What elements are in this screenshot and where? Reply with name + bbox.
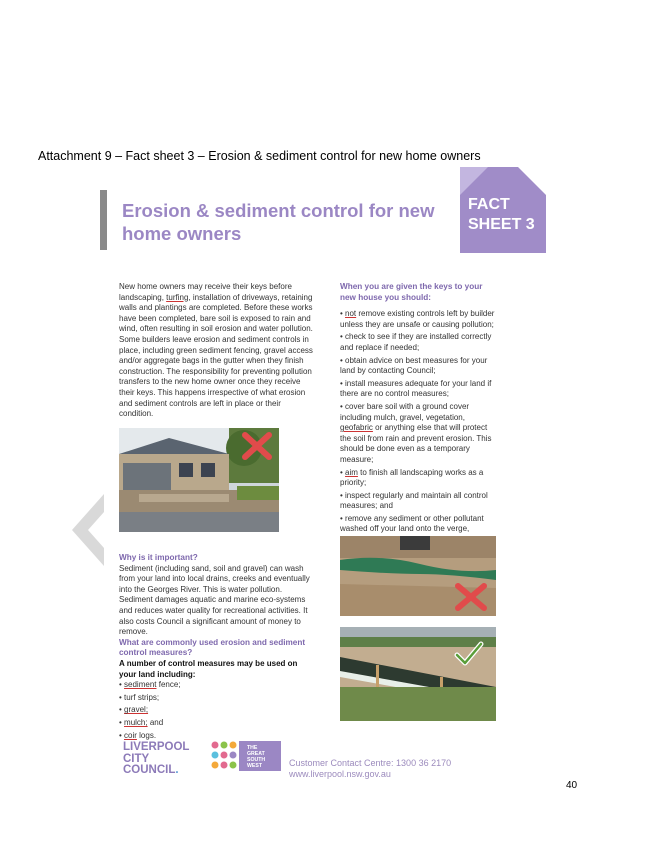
- list-item: • cover bare soil with a ground cover including mulch, gravel, vegetation, geofabric or anything else that will protect the soil from rain and prevent erosion. This should be done even as a temporary measure;: [340, 401, 492, 464]
- measure-link: gravel;: [124, 705, 149, 715]
- liverpool-council-logo: LIVERPOOL CITY COUNCIL.: [123, 741, 190, 776]
- measures-heading: What are commonly used erosion and sediment control measures?: [119, 637, 306, 658]
- list-item: • inspect regularly and maintain all control measures; and: [340, 490, 488, 511]
- measure-link: coir: [124, 730, 137, 740]
- intro-turfing: turfing: [166, 292, 189, 302]
- list-item: • turf strips;: [119, 692, 160, 702]
- measure-text: and: [147, 717, 164, 727]
- tgsw-line-4: WEST: [247, 763, 262, 769]
- tgsw-line-1: THE: [247, 745, 258, 751]
- action-text: install measures adequate for your land if there are no control measures;: [340, 378, 492, 399]
- council-website-link[interactable]: www.liverpool.nsw.gov.au: [289, 769, 391, 779]
- builders-paragraph: Some builders leave erosion and sediment controls in place, including green sediment fencing, gravel access and/or aggregate bags in the gutter when they finish construction. The responsibility for preventing pollution transfers to the new home owner once they receive their keys. This happens irrespective of what erosion and sediment controls are left in place or their condition.: [119, 334, 313, 419]
- title-line-2: home owners: [122, 223, 242, 244]
- contact-centre: [289, 758, 451, 769]
- action-text: or anything else that will protect the soil from rain and prevent erosion. This should be done even as a temporary measure;: [340, 423, 492, 464]
- action-text: remove existing controls left by builder unless they are unsafe or causing pollution;: [340, 309, 495, 329]
- fact-sheet-badge-text: [468, 195, 548, 235]
- tgsw-line-3: SOUTH: [247, 757, 266, 763]
- action-link: not: [345, 309, 357, 319]
- measures-intro: A number of control measures may be used on your land including:: [119, 658, 298, 679]
- list-item: • sediment fence;: [119, 680, 181, 690]
- great-south-west-label: [247, 745, 279, 769]
- action-text: to finish all landscaping works as a priority;: [340, 467, 484, 488]
- action-text: obtain advice on best measures for your land by contacting Council;: [340, 355, 488, 376]
- attachment-title: Attachment 9 – Fact sheet 3 – Erosion & sediment control for new home owners: [38, 149, 481, 163]
- action-link: aim: [345, 467, 358, 477]
- list-item: • not remove existing controls left by builder unless they are unsafe or causing pollution;: [340, 309, 495, 329]
- action-text: cover bare soil with a ground cover including mulch, gravel, vegetation,: [340, 401, 470, 422]
- chevron-left-icon[interactable]: [72, 494, 104, 566]
- page-number: 40: [566, 780, 578, 791]
- badge-line-1: FACT: [468, 196, 510, 213]
- left-column-lower: [119, 553, 315, 743]
- action-link: geofabric: [340, 423, 373, 433]
- green-check-icon: [454, 641, 484, 667]
- intro-text-b: , installation of driveways, retaining walls and plantings are completed. Before these works have been completed, bare soil is exposed to rain and wind, often resulting in soil erosion and water pollution.: [119, 292, 313, 334]
- list-item: • mulch; and: [119, 717, 164, 727]
- measures-list: [119, 680, 315, 741]
- list-item: • gravel;: [119, 705, 149, 715]
- right-column: [340, 282, 500, 558]
- measure-text: logs.: [136, 730, 157, 740]
- action-text: remove any sediment or other pollutant washed off your land onto the verge,: [340, 513, 484, 534]
- keys-heading: When you are given the keys to your new house you should:: [340, 282, 483, 302]
- logo-line-3: COUNCIL: [123, 764, 176, 776]
- measure-text: turf strips;: [124, 692, 160, 702]
- list-item: • obtain advice on best measures for your land by contacting Council;: [340, 355, 488, 376]
- logo-line-1: LIVERPOOL: [123, 741, 190, 753]
- title-line-1: Erosion & sediment control for new: [122, 200, 435, 221]
- measure-link: mulch;: [124, 717, 148, 727]
- tgsw-line-2: GREAT: [247, 751, 265, 757]
- why-heading: Why is it important?: [119, 553, 198, 562]
- left-column: [119, 282, 315, 420]
- contact-label: Customer Contact Centre:: [289, 758, 394, 768]
- list-item: • install measures adequate for your land if there are no control measures;: [340, 378, 492, 399]
- intro-paragraph: [119, 282, 315, 335]
- logo-line-2: CITY: [123, 752, 150, 765]
- badge-line-2: SHEET 3: [468, 216, 535, 233]
- fact-sheet-title: [122, 199, 462, 245]
- contact-phone[interactable]: 1300 36 2170: [393, 758, 452, 768]
- list-item: • coir logs.: [119, 730, 157, 740]
- action-text: check to see if they are installed correctly and replace if needed;: [340, 332, 492, 352]
- intro-text-a: New home owners may receive their keys before landscaping,: [119, 282, 292, 302]
- measure-link: sediment: [124, 680, 157, 690]
- actions-list: [340, 309, 500, 556]
- list-item: • check to see if they are installed correctly and replace if needed;: [340, 332, 492, 352]
- action-text: inspect regularly and maintain all control measures; and: [340, 490, 488, 511]
- red-cross-icon: [241, 431, 273, 461]
- list-item: • aim to finish all landscaping works as a priority;: [340, 467, 484, 488]
- measure-text: fence;: [156, 680, 181, 690]
- list-item: • remove any sediment or other pollutant washed off your land onto the verge,: [340, 514, 500, 556]
- title-accent-bar: [100, 190, 107, 250]
- why-paragraph: Sediment (including sand, soil and gravel) can wash from your land into local drains, creeks and eventually into the Georges River. This is water pollution. Sediment damages aquatic and marine eco-systems and reduces water quality for recreational activities. It also costs Council a significant amount of money to remove.: [119, 563, 310, 637]
- red-cross-icon: [454, 582, 488, 612]
